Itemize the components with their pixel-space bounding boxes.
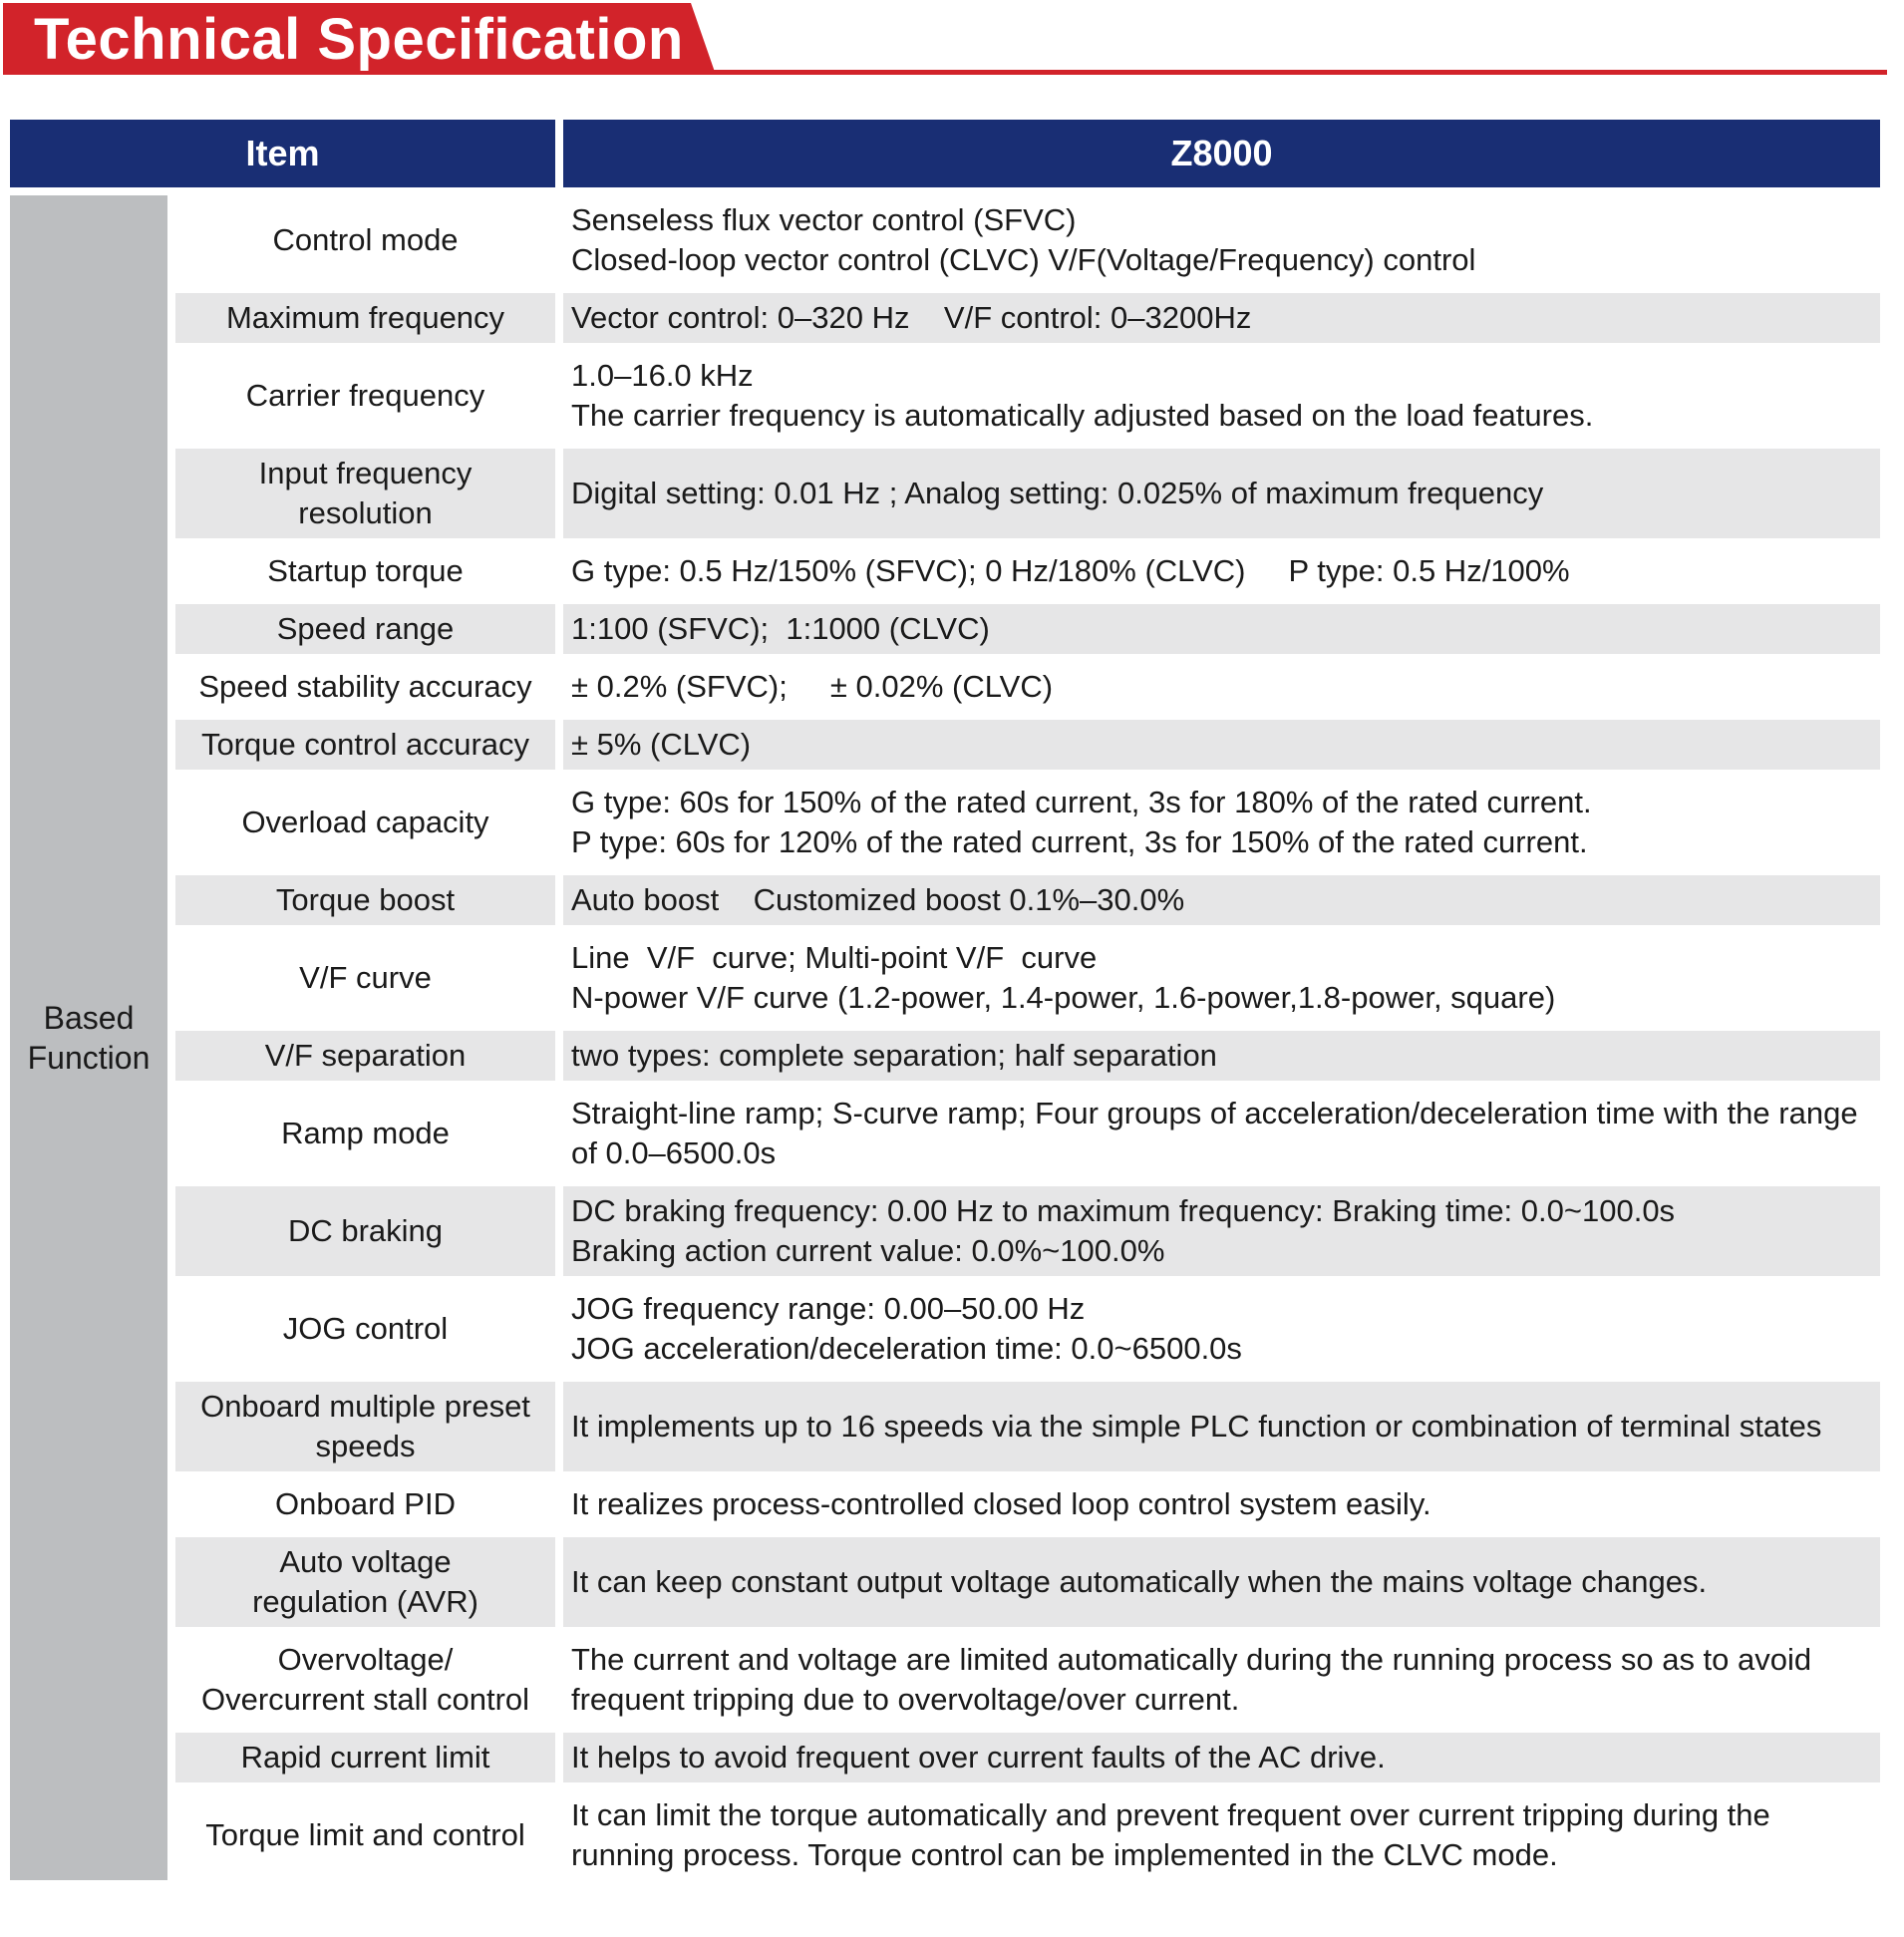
table-row <box>10 720 1880 770</box>
value-text: two types: complete separation; half separation <box>571 1038 1217 1073</box>
value-cell <box>563 1537 1880 1627</box>
item-label: Maximum frequency <box>225 300 505 335</box>
value-text: It implements up to 16 speeds via the simple PLC function or combination of terminal states <box>571 1409 1822 1444</box>
value-cell <box>563 1031 1880 1081</box>
value-text: Auto boost Customized boost 0.1%–30.0% <box>571 882 1185 917</box>
item-cell <box>175 546 563 596</box>
item-label: Ramp mode <box>281 1116 450 1150</box>
item-label: Torque boost <box>275 882 456 917</box>
value-text: Vector control: 0–320 Hz V/F control: 0–3200Hz <box>571 300 1252 335</box>
value-cell <box>563 875 1880 925</box>
category-cell <box>10 195 175 1880</box>
item-cell <box>175 1733 563 1782</box>
item-label: resolution <box>298 495 433 530</box>
value-text: Digital setting: 0.01 Hz ; Analog setting: 0.025% of maximum frequency <box>571 476 1544 510</box>
value-cell <box>563 1382 1880 1471</box>
value-text: Straight-line ramp; S-curve ramp; Four groups of acceleration/deceleration time with the range of 0.0–6500.0s <box>571 1096 1858 1170</box>
item-cell <box>175 1790 563 1880</box>
table-row <box>10 195 1880 285</box>
value-text: N-power V/F curve (1.2-power, 1.4-power, 1.6-power,1.8-power, square) <box>571 980 1556 1015</box>
table-row <box>10 604 1880 654</box>
item-cell <box>175 1031 563 1081</box>
item-label: Carrier frequency <box>245 378 485 413</box>
item-label: speeds <box>315 1429 416 1463</box>
value-text: P type: 60s for 120% of the rated current, 3s for 150% of the rated current. <box>571 824 1588 859</box>
table-row <box>10 1089 1880 1178</box>
value-cell <box>563 449 1880 538</box>
table-row <box>10 1031 1880 1081</box>
value-text: The current and voltage are limited automatically during the running process so as to avoid frequent tripping due to overvoltage/over current. <box>571 1642 1812 1717</box>
value-cell <box>563 1089 1880 1178</box>
item-label: Startup torque <box>267 553 464 588</box>
value-text: ± 5% (CLVC) <box>571 727 752 762</box>
item-label: Overvoltage/ <box>277 1642 454 1677</box>
value-text: The carrier frequency is automatically adjusted based on the load features. <box>571 398 1594 433</box>
item-label: Control mode <box>272 222 459 257</box>
item-label: Speed range <box>276 611 455 646</box>
item-cell <box>175 1284 563 1374</box>
table-row <box>10 662 1880 712</box>
item-label: regulation (AVR) <box>252 1584 478 1619</box>
table-row <box>10 449 1880 538</box>
item-cell <box>175 778 563 867</box>
header-row <box>10 120 1880 187</box>
value-cell <box>563 1479 1880 1529</box>
table-row <box>10 1733 1880 1782</box>
title-banner <box>0 0 1889 80</box>
value-cell <box>563 720 1880 770</box>
item-cell <box>175 351 563 441</box>
item-label: V/F curve <box>299 960 432 995</box>
value-cell <box>563 933 1880 1023</box>
item-label: Overcurrent stall control <box>200 1682 530 1717</box>
spec-body <box>10 195 1880 1880</box>
table-row <box>10 1537 1880 1627</box>
value-cell <box>563 778 1880 867</box>
header-item: Item <box>10 120 563 187</box>
table-row <box>10 546 1880 596</box>
value-text: Senseless flux vector control (SFVC) <box>571 202 1077 237</box>
value-text: JOG acceleration/deceleration time: 0.0~6500.0s <box>571 1331 1242 1366</box>
item-label: JOG control <box>282 1311 449 1346</box>
item-label: V/F separation <box>264 1038 467 1073</box>
category-label: Function <box>27 1040 151 1076</box>
value-text: G type: 0.5 Hz/150% (SFVC); 0 Hz/180% (CLVC) P type: 0.5 Hz/100% <box>571 553 1570 588</box>
table-row <box>10 778 1880 867</box>
item-cell <box>175 875 563 925</box>
spec-table <box>10 112 1880 1888</box>
item-cell <box>175 1089 563 1178</box>
value-cell <box>563 195 1880 285</box>
value-cell <box>563 351 1880 441</box>
item-label: Onboard multiple preset <box>200 1389 530 1424</box>
value-text: It realizes process-controlled closed loop control system easily. <box>571 1486 1431 1521</box>
item-label: Torque limit and control <box>205 1817 525 1852</box>
item-cell <box>175 449 563 538</box>
item-label: Speed stability accuracy <box>198 669 532 704</box>
table-row <box>10 293 1880 343</box>
item-cell <box>175 293 563 343</box>
table-row <box>10 351 1880 441</box>
item-label: Rapid current limit <box>240 1740 490 1775</box>
item-label: Input frequency <box>258 456 473 490</box>
value-text: G type: 60s for 150% of the rated current, 3s for 180% of the rated current. <box>571 785 1592 819</box>
value-cell <box>563 293 1880 343</box>
table-row <box>10 1479 1880 1529</box>
table-row <box>10 1382 1880 1471</box>
value-text: 1:100 (SFVC); 1:1000 (CLVC) <box>571 611 990 646</box>
item-cell <box>175 1635 563 1725</box>
value-cell <box>563 1284 1880 1374</box>
item-label: Onboard PID <box>275 1486 456 1521</box>
value-text: DC braking frequency: 0.00 Hz to maximum frequency: Braking time: 0.0~100.0s <box>571 1193 1676 1228</box>
table-row <box>10 933 1880 1023</box>
value-text: It can limit the torque automatically and prevent frequent over current tripping during the running process. Torque control can be implemented in the CLVC mode. <box>571 1797 1770 1872</box>
item-cell <box>175 604 563 654</box>
table-row <box>10 875 1880 925</box>
item-cell <box>175 1186 563 1276</box>
item-cell <box>175 720 563 770</box>
value-cell <box>563 604 1880 654</box>
value-text: Braking action current value: 0.0%~100.0% <box>571 1233 1165 1268</box>
value-cell <box>563 1790 1880 1880</box>
value-cell <box>563 546 1880 596</box>
table-row <box>10 1284 1880 1374</box>
item-cell <box>175 1382 563 1471</box>
value-text: ± 0.2% (SFVC); ± 0.02% (CLVC) <box>571 669 1054 704</box>
item-label: DC braking <box>287 1213 444 1248</box>
item-cell <box>175 933 563 1023</box>
table-row <box>10 1790 1880 1880</box>
item-cell <box>175 1479 563 1529</box>
value-text: Line V/F curve; Multi-point V/F curve <box>571 940 1098 975</box>
item-cell <box>175 195 563 285</box>
value-text: It helps to avoid frequent over current faults of the AC drive. <box>571 1740 1386 1775</box>
table-row <box>10 1635 1880 1725</box>
value-cell <box>563 662 1880 712</box>
value-text: It can keep constant output voltage automatically when the mains voltage changes. <box>571 1564 1708 1599</box>
value-text: Closed-loop vector control (CLVC) V/F(Voltage/Frequency) control <box>571 242 1476 277</box>
item-cell <box>175 1537 563 1627</box>
item-label: Auto voltage <box>279 1544 452 1579</box>
value-text: 1.0–16.0 kHz <box>571 358 754 393</box>
page-title: Technical Specification <box>34 7 684 72</box>
value-cell <box>563 1733 1880 1782</box>
table-row <box>10 1186 1880 1276</box>
category-label: Based <box>43 1000 135 1036</box>
value-cell <box>563 1186 1880 1276</box>
value-text: JOG frequency range: 0.00–50.00 Hz <box>571 1291 1086 1326</box>
header-model: Z8000 <box>563 120 1880 187</box>
item-label: Torque control accuracy <box>200 727 530 762</box>
item-cell <box>175 662 563 712</box>
value-cell <box>563 1635 1880 1725</box>
item-label: Overload capacity <box>241 805 489 839</box>
